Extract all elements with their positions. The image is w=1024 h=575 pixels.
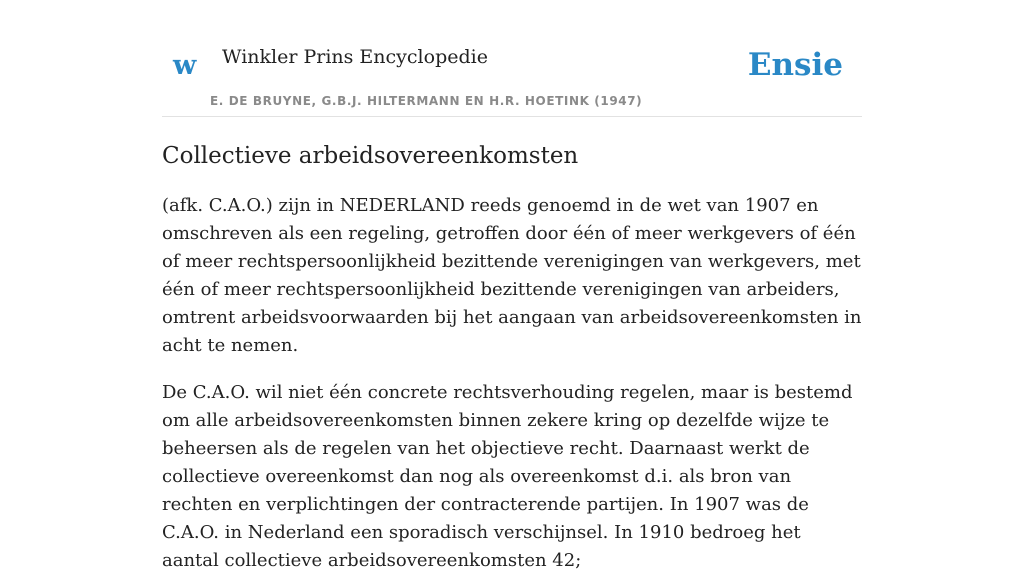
source-authors: E. DE BRUYNE, G.B.J. HILTERMANN EN H.R. HOETINK (1947) bbox=[210, 94, 643, 108]
article-paragraph: De C.A.O. wil niet één concrete rechtsverhouding regelen, maar is bestemd om alle arbeidsovereenkomsten binnen zekere kring op dezelfde wijze te beheersen als de regelen van het objectieve recht. Daarnaast werkt de collectieve overeenkomst dan nog als overeenkomst d.i. als bron van rechten en verplichtingen der contracterende partijen. In 1907 was de C.A.O. in Nederland een sporadisch verschijnsel. In 1910 bedroeg het aantal collectieve arbeidsovereenkomsten 42; bbox=[162, 381, 853, 571]
article-paragraph: (afk. C.A.O.) zijn in NEDERLAND reeds genoemd in de wet van 1907 en omschreven als een regeling, getroffen door één of meer werkgevers of één of meer rechtspersoonlijkheid bezittende verenigingen van werkgevers, met één of meer rechtspersoonlijkheid bezittende verenigingen van arbeiders, omtrent arbeidsvoorwaarden bij het aangaan van arbeidsovereenkomsten in acht te nemen. bbox=[162, 194, 862, 356]
ensie-logo[interactable]: Ensie bbox=[747, 47, 843, 83]
article-title: Collectieve arbeidsovereenkomsten bbox=[162, 143, 579, 169]
page-container bbox=[162, 0, 862, 575]
source-header bbox=[162, 0, 862, 117]
source-title[interactable]: Winkler Prins Encyclopedie bbox=[222, 46, 488, 68]
winkler-prins-logo[interactable]: w bbox=[173, 50, 197, 81]
